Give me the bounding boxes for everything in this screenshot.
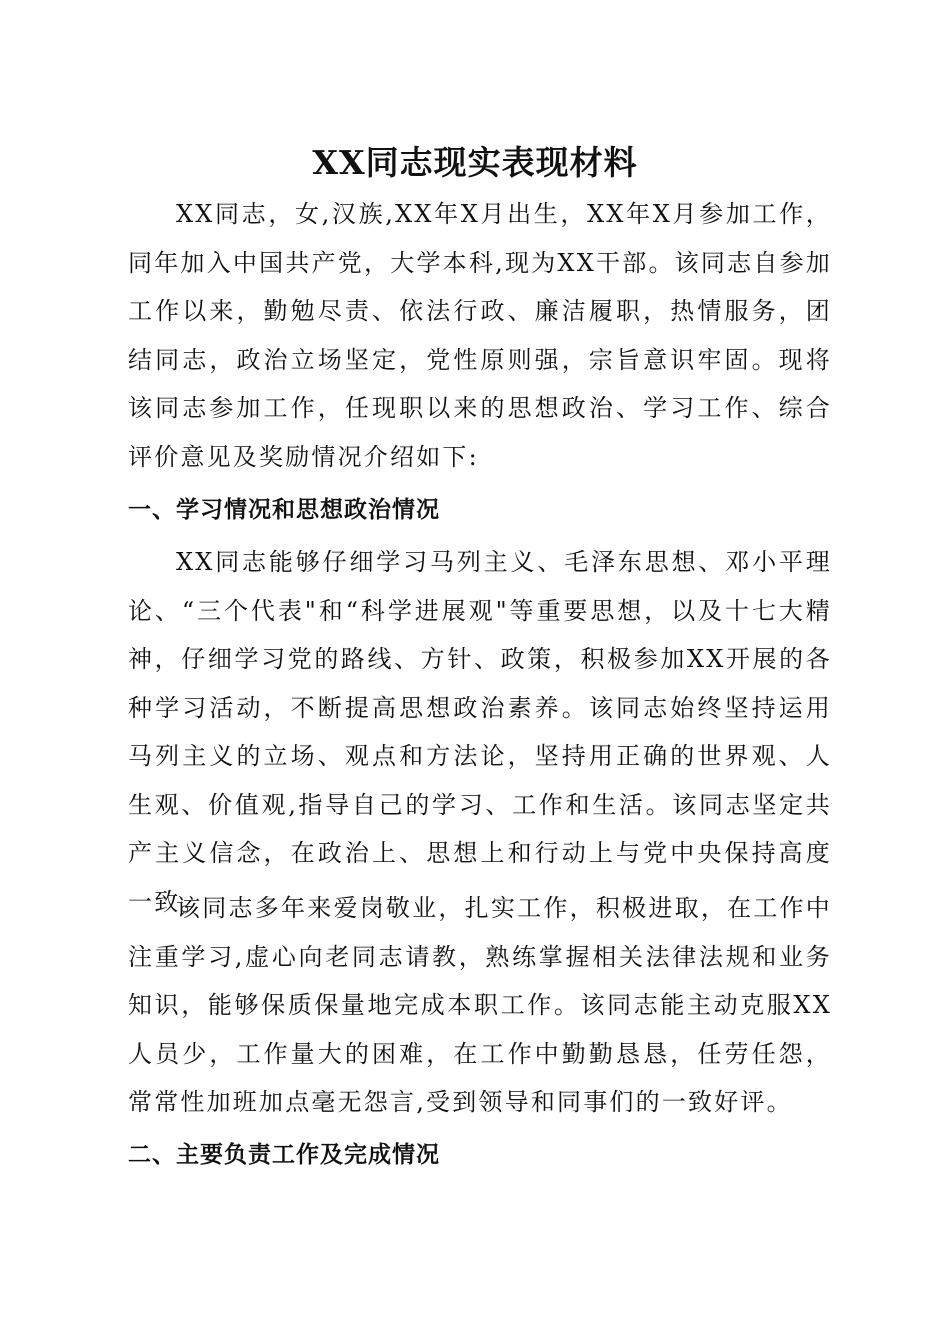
work-attitude-paragraph: 该同志多年来爱岗敬业，扎实工作，积极进取，在工作中注重学习,虚心向老同志请教，熟练掌握相关法律法规和业务知识，能够保质保量地完成本职工作。该同志能主动克服XX人员少，工作量大的困难，在工作中勤勤恳恳，任劳任怨，常常性加班加点毫无怨言,受到领导和同事们的一致好评。 (128, 894, 832, 1116)
intro-paragraph: XX同志，女,汉族,XX年X月出生，XX年X月参加工作，同年加入中国共产党，大学本科,现为XX干部。该同志自参加工作以来，勤勉尽责、依法行政、廉洁履职，热情服务，团结同志，政治立场坚定，党性原则强，宗旨意识牢固。现将该同志参加工作，任现职以来的思想政治、学习工作、综合评价意见及奖励情况介绍如下: (128, 200, 832, 471)
section-heading-main-work: 二、主要负责工作及完成情况 (128, 1142, 440, 1168)
document-title: XX同志现实表现材料 (312, 143, 638, 182)
section-heading-study-politics: 一、学习情况和思想政治情况 (128, 497, 440, 523)
study-politics-paragraph: XX同志能够仔细学习马列主义、毛泽东思想、邓小平理论、“三个代表"和“科学进展观"等重要思想，以及十七大精神，仔细学习党的路线、方针、政策，积极参加XX开展的各种学习活动，不断提高思想政治素养。该同志始终坚持运用马列主义的立场、观点和方法论，坚持用正确的世界观、人生观、价值观,指导自己的学习、工作和生活。该同志坚定共产主义信念，在政治上、思想上和行动上与党中央保持高度一致。 (128, 548, 832, 916)
